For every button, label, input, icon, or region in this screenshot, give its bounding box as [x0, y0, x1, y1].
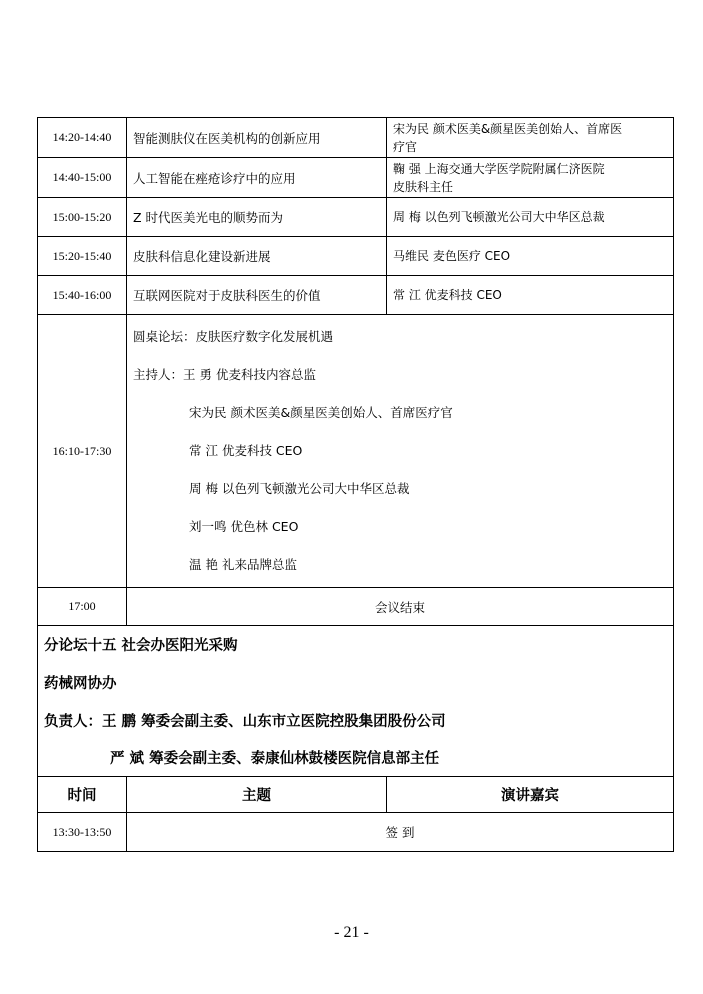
time-cell: 15:40-16:00 [38, 276, 127, 315]
panel-title: 圆桌论坛：皮肤医疗数字化发展机遇 [133, 329, 334, 344]
speaker-line: 鞠 强 上海交通大学医学院附属仁济医院 [393, 161, 605, 176]
speaker-line: 宋为民 颜术医美&颜星医美创始人、首席医 [393, 121, 623, 136]
panel-member: 刘一鸣 优色林 CEO [189, 519, 299, 534]
section-row [38, 740, 674, 777]
header-speaker: 演讲嘉宾 [387, 777, 674, 813]
table-header-row [38, 777, 674, 813]
speaker-cell: 马维民 麦色医疗 CEO [387, 237, 674, 276]
panel-host: 主持人：王 勇 优麦科技内容总监 [133, 367, 316, 382]
time-cell: 17:00 [38, 588, 127, 626]
page-number: - 21 - [334, 924, 369, 941]
topic-cell: 皮肤科信息化建设新进展 [127, 237, 387, 276]
section-row [38, 626, 674, 664]
topic-cell: Z 时代医美光电的顺势而为 [127, 198, 387, 237]
speaker-line: 皮肤科主任 [393, 179, 454, 194]
table-row [38, 588, 674, 626]
signin-cell: 签 到 [127, 813, 674, 852]
speaker-cell [387, 158, 674, 198]
topic-cell: 互联网医院对于皮肤科医生的价值 [127, 276, 387, 315]
speaker-cell [387, 118, 674, 158]
panel-member: 常 江 优麦科技 CEO [189, 443, 303, 458]
section-lead: 负责人：王 鹏 筹委会副主委、山东市立医院控股集团股份公司 [38, 702, 674, 740]
section-row [38, 664, 674, 702]
time-cell: 13:30-13:50 [38, 813, 127, 852]
table-row [38, 276, 674, 315]
time-cell: 16:10-17:30 [38, 315, 127, 588]
table-row [38, 118, 674, 158]
table-row [38, 813, 674, 852]
time-cell: 15:00-15:20 [38, 198, 127, 237]
schedule-table [37, 117, 674, 852]
panel-row [38, 315, 674, 588]
table-row [38, 237, 674, 276]
section-lead: 严 斌 筹委会副主委、泰康仙林鼓楼医院信息部主任 [38, 740, 674, 777]
panel-member: 周 梅 以色列飞顿激光公司大中华区总裁 [189, 481, 410, 496]
closing-cell: 会议结束 [127, 588, 674, 626]
speaker-line: 疗官 [393, 139, 418, 154]
panel-member: 宋为民 颜术医美&颜星医美创始人、首席医疗官 [189, 405, 453, 420]
topic-cell: 智能测肤仪在医美机构的创新应用 [127, 118, 387, 158]
time-cell: 14:20-14:40 [38, 118, 127, 158]
topic-cell: 人工智能在痤疮诊疗中的应用 [127, 158, 387, 198]
section-title: 分论坛十五 社会办医阳光采购 [38, 626, 674, 664]
panel-member: 温 艳 礼来品牌总监 [189, 557, 297, 572]
time-cell: 15:20-15:40 [38, 237, 127, 276]
section-row [38, 702, 674, 740]
header-time: 时间 [38, 777, 127, 813]
panel-cell [127, 315, 674, 588]
time-cell: 14:40-15:00 [38, 158, 127, 198]
table-row [38, 198, 674, 237]
speaker-cell: 常 江 优麦科技 CEO [387, 276, 674, 315]
speaker-cell: 周 梅 以色列飞顿激光公司大中华区总裁 [387, 198, 674, 237]
section-organizer: 药械网协办 [38, 664, 674, 702]
header-topic: 主题 [127, 777, 387, 813]
table-row [38, 158, 674, 198]
